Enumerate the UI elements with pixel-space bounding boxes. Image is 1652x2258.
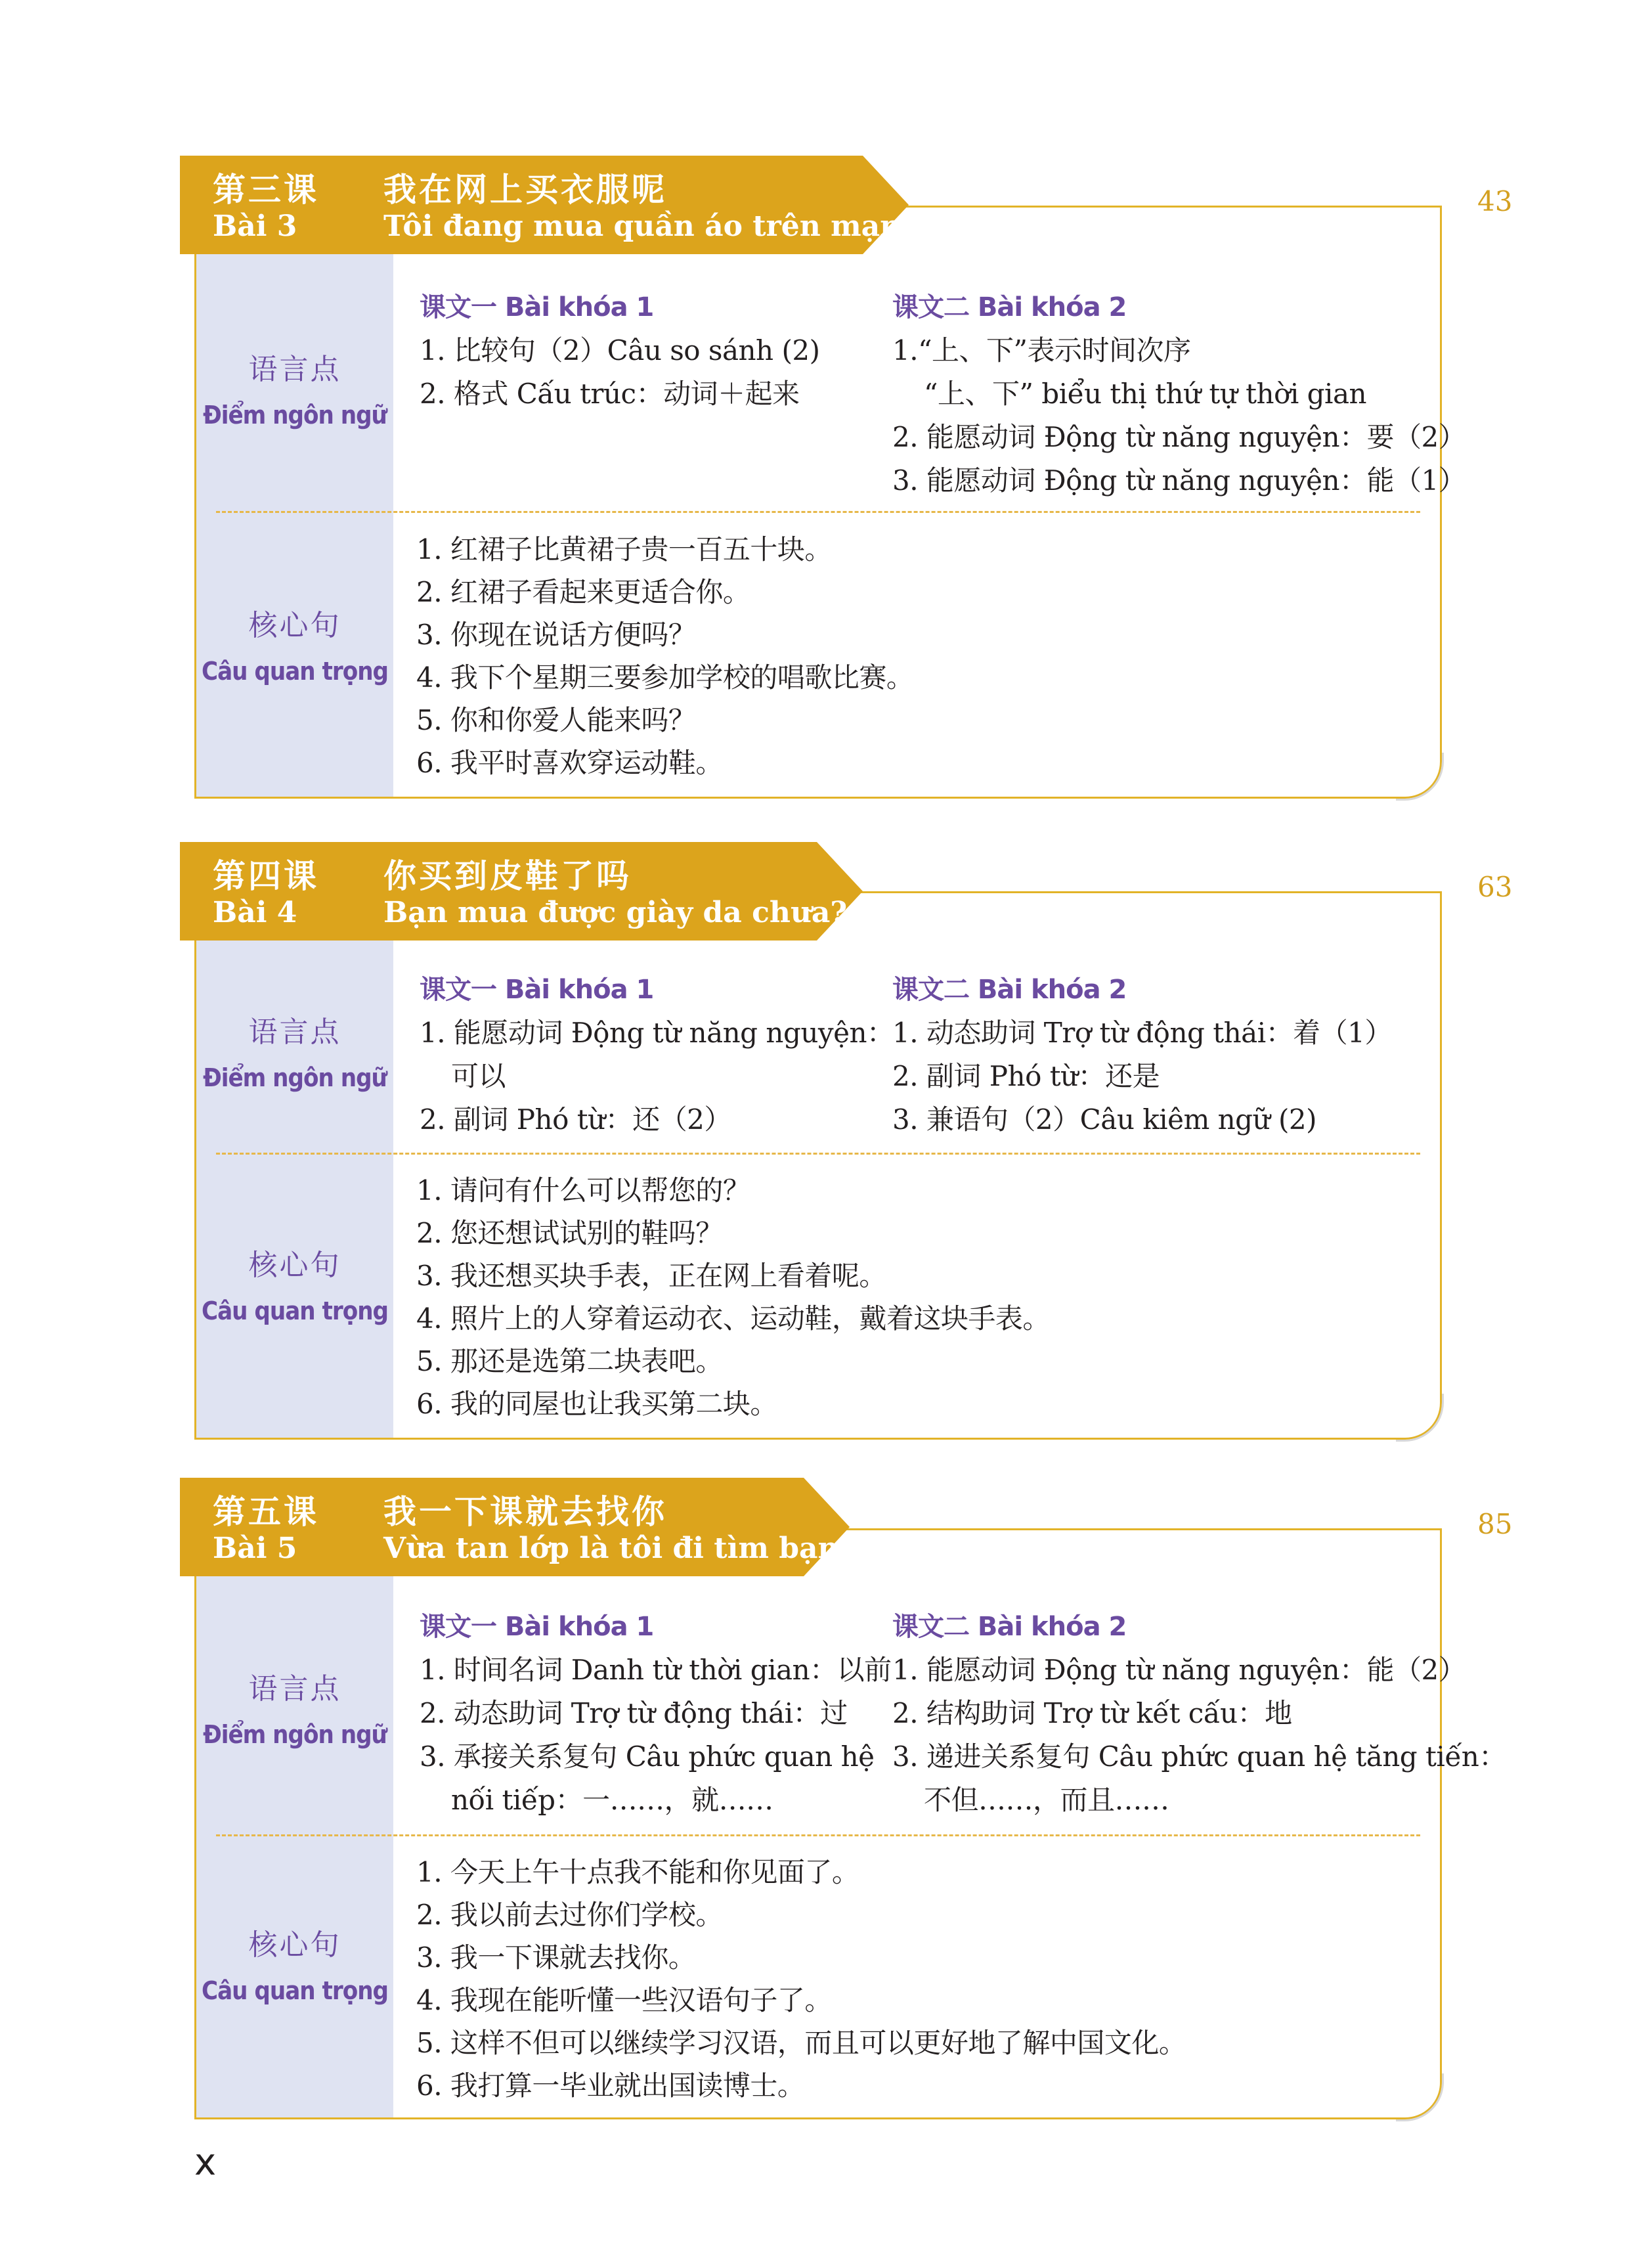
sentence-label-cn: 核心句: [248, 1249, 341, 1282]
sentence: 2. 您还想试试别的鞋吗？: [416, 1217, 723, 1249]
lesson-title-vn: Tôi đang mua quần áo trên mạng: [383, 210, 921, 243]
sentence: 3. 你现在说话方便吗？: [416, 619, 696, 651]
text1-column: [420, 1606, 892, 1822]
lesson-title-cn: 我在网上买衣服呢: [383, 170, 667, 209]
grammar-label-cn: 语言点: [248, 353, 341, 386]
sentence-label-vn: Câu quan trọng: [201, 1976, 389, 2005]
grammar-line: “上、下” biểu thị thứ tự thời gian: [924, 378, 1367, 410]
sentence-label-vn: Câu quan trọng: [201, 657, 389, 686]
sentence: 1. 请问有什么可以帮您的？: [416, 1174, 750, 1206]
divider: [216, 1834, 1420, 1836]
sentence: 3. 我一下课就去找你。: [416, 1941, 696, 1974]
lesson-title-vn: Vừa tan lớp là tôi đi tìm bạn: [383, 1532, 839, 1565]
grammar-line: 2. 能愿动词 Động từ năng nguyện：要（2）: [892, 421, 1466, 453]
grammar-label-vn: Điểm ngôn ngữ: [203, 1063, 387, 1092]
divider: [216, 1153, 1420, 1155]
page-footer-roman: x: [194, 2141, 217, 2184]
grammar-line: 1. 动态助词 Trợ từ động thái：着（1）: [892, 1017, 1392, 1049]
sentence-label-vn: Câu quan trọng: [201, 1296, 389, 1325]
key-sentences: [416, 1851, 1186, 2107]
sentence: 6. 我打算一毕业就出国读博士。: [416, 2070, 805, 2102]
lesson-card: [194, 206, 1466, 799]
sentence: 1. 今天上午十点我不能和你见面了。: [416, 1856, 859, 1888]
sentence: 2. 红裙子看起来更适合你。: [416, 576, 750, 608]
sentence: 6. 我平时喜欢穿运动鞋。: [416, 747, 723, 779]
sentence: 4. 我下个星期三要参加学校的唱歌比赛。: [416, 661, 914, 694]
text1-heading: 课文一 Bài khóa 1: [420, 292, 654, 322]
grammar-line: 3. 承接关系复句 Câu phức quan hệ: [420, 1740, 875, 1773]
lesson-title-cn: 我一下课就去找你: [383, 1492, 667, 1531]
sentence-label-cn: 核心句: [248, 609, 341, 642]
lesson-title-vn: Bạn mua được giày da chưa?: [383, 896, 848, 929]
sentence: 5. 这样不但可以继续学习汉语，而且可以更好地了解中国文化。: [416, 2027, 1186, 2059]
lesson-banner: [180, 842, 863, 941]
text1-heading: 课文一 Bài khóa 1: [420, 975, 654, 1005]
grammar-label-cn: 语言点: [248, 1015, 341, 1049]
grammar-label: [196, 1665, 393, 1749]
grammar-line: 2. 格式 Cấu trúc：动词＋起来: [420, 378, 800, 410]
sentence-label-cn: 核心句: [248, 1928, 341, 1962]
grammar-line: 1. 能愿动词 Động từ năng nguyện：能（2）: [892, 1654, 1466, 1686]
text2-column: [892, 286, 1466, 502]
sentence: 2. 我以前去过你们学校。: [416, 1899, 723, 1931]
label-column: [196, 1530, 393, 2117]
text1-column: [420, 969, 894, 1141]
grammar-line: 2. 副词 Phó từ：还是: [892, 1060, 1160, 1092]
sentence-label: [196, 1241, 393, 1325]
grammar-line: 1. 比较句（2）Câu so sánh (2): [420, 334, 820, 366]
text2-heading: 课文二 Bài khóa 2: [892, 292, 1127, 322]
key-sentences: [416, 528, 913, 784]
sentence: 1. 红裙子比黄裙子贵一百五十块。: [416, 533, 832, 565]
text2-column: [892, 1606, 1506, 1822]
grammar-label-vn: Điểm ngôn ngữ: [203, 1720, 387, 1749]
sentence: 4. 我现在能听懂一些汉语句子了。: [416, 1984, 832, 2016]
lesson-title-cn: 你买到皮鞋了吗: [383, 856, 632, 895]
sentence: 3. 我还想买块手表，正在网上看着呢。: [416, 1260, 886, 1292]
lesson-card: [194, 1528, 1506, 2119]
sentence: 5. 那还是选第二块表吧。: [416, 1345, 723, 1377]
grammar-line: 不但……，而且……: [924, 1784, 1169, 1816]
text1-heading: 课文一 Bài khóa 1: [420, 1612, 654, 1642]
lesson-number-cn: 第五课: [213, 1492, 319, 1531]
text2-column: [892, 969, 1392, 1141]
sentence: 6. 我的同屋也让我买第二块。: [416, 1388, 777, 1420]
grammar-line: 可以: [451, 1060, 506, 1092]
grammar-label: [196, 345, 393, 430]
grammar-line: 1. 时间名词 Danh từ thời gian：以前: [420, 1654, 892, 1686]
lesson-banner: [180, 1478, 850, 1576]
page-number: 85: [1477, 1508, 1513, 1540]
grammar-line: 3. 能愿动词 Động từ năng nguyện：能（1）: [892, 464, 1466, 497]
page-number: 63: [1477, 871, 1513, 903]
grammar-label: [196, 1008, 393, 1092]
grammar-line: 3. 递进关系复句 Câu phức quan hệ tăng tiến：: [892, 1740, 1506, 1773]
text2-heading: 课文二 Bài khóa 2: [892, 975, 1127, 1005]
grammar-label-cn: 语言点: [248, 1672, 341, 1706]
label-column: [196, 208, 393, 797]
grammar-line: 2. 动态助词 Trợ từ động thái：过: [420, 1697, 848, 1729]
grammar-line: 3. 兼语句（2）Câu kiêm ngữ (2): [892, 1103, 1316, 1136]
divider: [216, 511, 1420, 513]
lesson-number-cn: 第三课: [213, 170, 319, 209]
sentence-label: [196, 602, 393, 686]
lesson-number-vn: Bài 3: [213, 210, 297, 243]
text1-column: [420, 286, 819, 416]
text2-heading: 课文二 Bài khóa 2: [892, 1612, 1127, 1642]
grammar-line: 1.“上、下”表示时间次序: [892, 334, 1191, 366]
lesson-banner: [180, 156, 921, 254]
sentence: 5. 你和你爱人能来吗？: [416, 704, 696, 736]
key-sentences: [416, 1169, 1050, 1425]
lesson-card: [194, 891, 1442, 1440]
grammar-line: nối tiếp：一……，就……: [451, 1784, 773, 1816]
sentence-label: [196, 1921, 393, 2005]
grammar-label-vn: Điểm ngôn ngữ: [203, 401, 387, 430]
lesson-number-cn: 第四课: [213, 856, 319, 895]
lesson-number-vn: Bài 5: [213, 1532, 297, 1565]
sentence: 4. 照片上的人穿着运动衣、运动鞋，戴着这块手表。: [416, 1302, 1050, 1335]
grammar-line: 2. 结构助词 Trợ từ kết cấu：地: [892, 1697, 1292, 1729]
grammar-line: 1. 能愿动词 Động từ năng nguyện：: [420, 1017, 894, 1049]
label-column: [196, 893, 393, 1438]
lesson-number-vn: Bài 4: [213, 896, 297, 929]
page-number: 43: [1477, 185, 1513, 217]
grammar-line: 2. 副词 Phó từ：还（2）: [420, 1103, 731, 1136]
